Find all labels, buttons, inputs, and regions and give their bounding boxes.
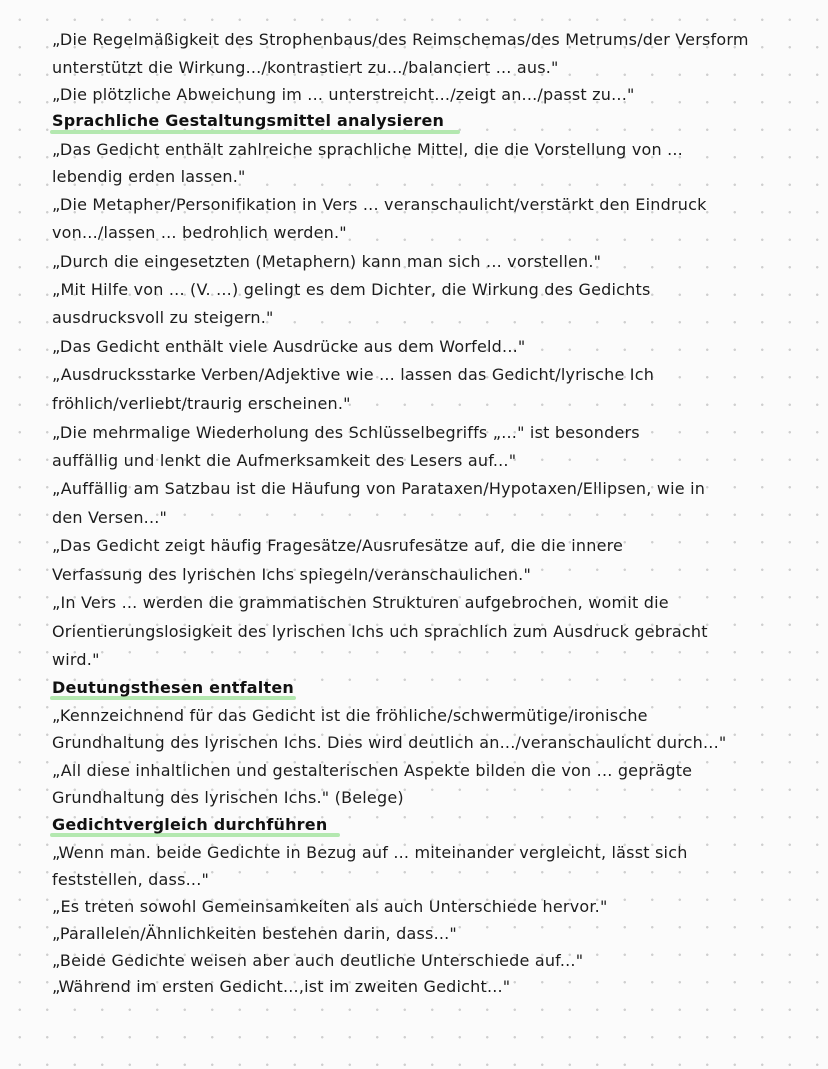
section-heading: Deutungsthesen entfalten bbox=[52, 678, 294, 697]
text-line: Orientierungslosigkeit des lyrischen Ichs uch sprachlich zum Ausdruck gebracht bbox=[52, 622, 708, 641]
text-line: „Ausdrucksstarke Verben/Adjektive wie ... lassen das Gedicht/lyrische Ich bbox=[52, 365, 655, 384]
text-line: von.../lassen ... bedrohlich werden." bbox=[52, 223, 347, 242]
text-line: „Die Metapher/Personifikation in Vers ... veranschaulicht/verstärkt den Eindruck bbox=[52, 195, 707, 214]
text-line: ausdrucksvoll zu steigern." bbox=[52, 308, 274, 327]
text-line: wird." bbox=[52, 650, 100, 669]
text-line: auffällig und lenkt die Aufmerksamkeit des Lesers auf..." bbox=[52, 451, 517, 470]
text-line: „Kennzeichnend für das Gedicht ist die fröhliche/schwermütige/ironische bbox=[52, 706, 648, 725]
text-line: „Es treten sowohl Gemeinsamkeiten als auch Unterschiede hervor." bbox=[52, 897, 608, 916]
text-line: „Auffällig am Satzbau ist die Häufung von Parataxen/Hypotaxen/Ellipsen, wie in bbox=[52, 479, 706, 498]
text-line: „Die plötzliche Abweichung im ... unterstreicht.../zeigt an.../passt zu..." bbox=[52, 85, 635, 104]
text-line: „Während im ersten Gedicht...,ist im zweiten Gedicht..." bbox=[52, 977, 511, 996]
text-line: „Parallelen/Ähnlichkeiten bestehen darin, dass..." bbox=[52, 924, 457, 943]
text-line: „Die Regelmäßigkeit des Strophenbaus/des Reimschemas/des Metrums/der Versform bbox=[52, 30, 749, 49]
text-line: „In Vers ... werden die grammatischen Strukturen aufgebrochen, womit die bbox=[52, 593, 669, 612]
text-line: „Die mehrmalige Wiederholung des Schlüsselbegriffs „..." ist besonders bbox=[52, 423, 640, 442]
text-line: unterstützt die Wirkung.../kontrastiert zu.../balanciert ... aus." bbox=[52, 58, 559, 77]
text-line: „Durch die eingesetzten (Metaphern) kann man sich ... vorstellen." bbox=[52, 252, 602, 271]
text-line: „Das Gedicht enthält viele Ausdrücke aus dem Worfeld..." bbox=[52, 337, 526, 356]
text-line: lebendig erden lassen." bbox=[52, 167, 246, 186]
text-line: „All diese inhaltlichen und gestalterischen Aspekte bilden die von ... geprägte bbox=[52, 761, 693, 780]
section-heading: Gedichtvergleich durchführen bbox=[52, 815, 328, 834]
text-line: fröhlich/verliebt/traurig erscheinen." bbox=[52, 394, 351, 413]
text-line: „Beide Gedichte weisen aber auch deutliche Unterschiede auf..." bbox=[52, 951, 584, 970]
text-line: Verfassung des lyrischen Ichs spiegeln/veranschaulichen." bbox=[52, 565, 532, 584]
text-line: den Versen..." bbox=[52, 508, 168, 527]
text-line: „Das Gedicht enthält zahlreiche sprachliche Mittel, die die Vorstellung von ... bbox=[52, 140, 683, 159]
text-line: feststellen, dass..." bbox=[52, 870, 210, 889]
text-line: „Mit Hilfe von ... (V. ...) gelingt es dem Dichter, die Wirkung des Gedichts bbox=[52, 280, 651, 299]
section-heading: Sprachliche Gestaltungsmittel analysieren bbox=[52, 111, 445, 130]
text-line: „Wenn man. beide Gedichte in Bezug auf ... miteinander vergleicht, lässt sich bbox=[52, 843, 688, 862]
text-line: Grundhaltung des lyrischen Ichs." (Belege) bbox=[52, 788, 404, 807]
text-line: „Das Gedicht zeigt häufig Fragesätze/Ausrufesätze auf, die die innere bbox=[52, 536, 624, 555]
text-line: Grundhaltung des lyrischen Ichs. Dies wird deutlich an.../veranschaulicht durch..." bbox=[52, 733, 727, 752]
